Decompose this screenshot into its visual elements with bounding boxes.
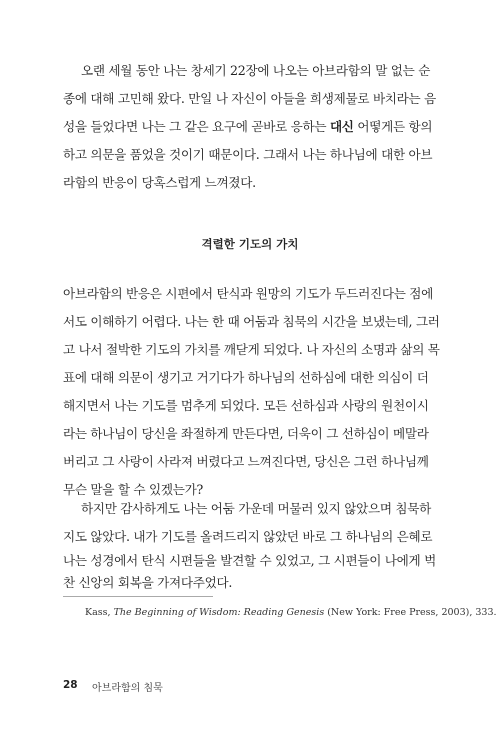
body-text-line: 하지만 감사하게도 나는 어둠 가운데 머물러 있지 않았으며 침묵하 xyxy=(81,501,431,516)
body-text-line xyxy=(63,118,433,136)
body-text-line: 표에 대해 의문이 생기고 거기다가 하나님의 선하심에 대한 의심이 더 xyxy=(63,370,429,385)
footnote xyxy=(85,606,497,620)
body-text-line: 라함의 반응이 당혹스럽게 느껴졌다. xyxy=(63,175,256,190)
body-text-line: 서도 이해하기 어렵다. 나는 한 때 어둠과 침묵의 시간을 보냈는데, 그러 xyxy=(63,314,440,329)
body-text-line: 지도 않았다. 내가 기도를 올려드리지 않았던 바로 그 하나님의 은혜로 xyxy=(63,529,433,544)
body-text-segment: 성을 들었다면 나는 그 같은 요구에 곧바로 응하는 xyxy=(63,119,330,134)
running-title: 아브라함의 침묵 xyxy=(92,683,163,694)
footnote-publication: (New York: Free Press, 2003), 333. xyxy=(324,607,497,618)
body-text-line: 나는 성경에서 탄식 시편들을 발견할 수 있었고, 그 시편들이 나에게 벅 xyxy=(63,553,436,568)
emphasized-word: 대신 xyxy=(329,119,354,134)
body-text-line: 무슨 말을 할 수 있겠는가? xyxy=(63,482,203,497)
body-text-line: 버리고 그 사랑이 사라져 버렸다고 느껴진다면, 당신은 그런 하나님께 xyxy=(63,454,429,469)
body-text-line: 라는 하나님이 당신을 좌절하게 만든다면, 더욱이 그 선하심이 메말라 xyxy=(63,426,429,441)
body-text-line: 종에 대해 고민해 왔다. 만일 나 자신이 아들을 희생제물로 바치라는 음 xyxy=(63,91,436,106)
body-text-line: 아브라함의 반응은 시편에서 탄식과 원망의 기도가 두드러진다는 점에 xyxy=(63,286,434,301)
footnote-author: Kass, xyxy=(85,607,114,618)
section-heading: 격렬한 기도의 가치 xyxy=(201,237,299,251)
body-text-segment: 어떻게든 항의 xyxy=(353,119,433,134)
body-text-line: 해지면서 나는 기도를 멈추게 되었다. 모든 선하심과 사랑의 원천이시 xyxy=(63,398,429,413)
footnote-book-title: The Beginning of Wisdom: Reading Genesis xyxy=(113,607,325,618)
page-number: 28 xyxy=(63,679,78,691)
footnote-divider xyxy=(63,596,213,597)
body-text-line: 고 나서 절박한 기도의 가치를 깨닫게 되었다. 나 자신의 소명과 삶의 목 xyxy=(63,342,440,357)
body-text-line: 오랜 세월 동안 나는 창세기 22장에 나오는 아브라함의 말 없는 순 xyxy=(81,63,431,78)
body-text-line: 찬 신앙의 회복을 가져다주었다. xyxy=(63,575,233,590)
body-text-line: 하고 의문을 품었을 것이기 때문이다. 그래서 나는 하나님에 대한 아브 xyxy=(63,147,433,162)
